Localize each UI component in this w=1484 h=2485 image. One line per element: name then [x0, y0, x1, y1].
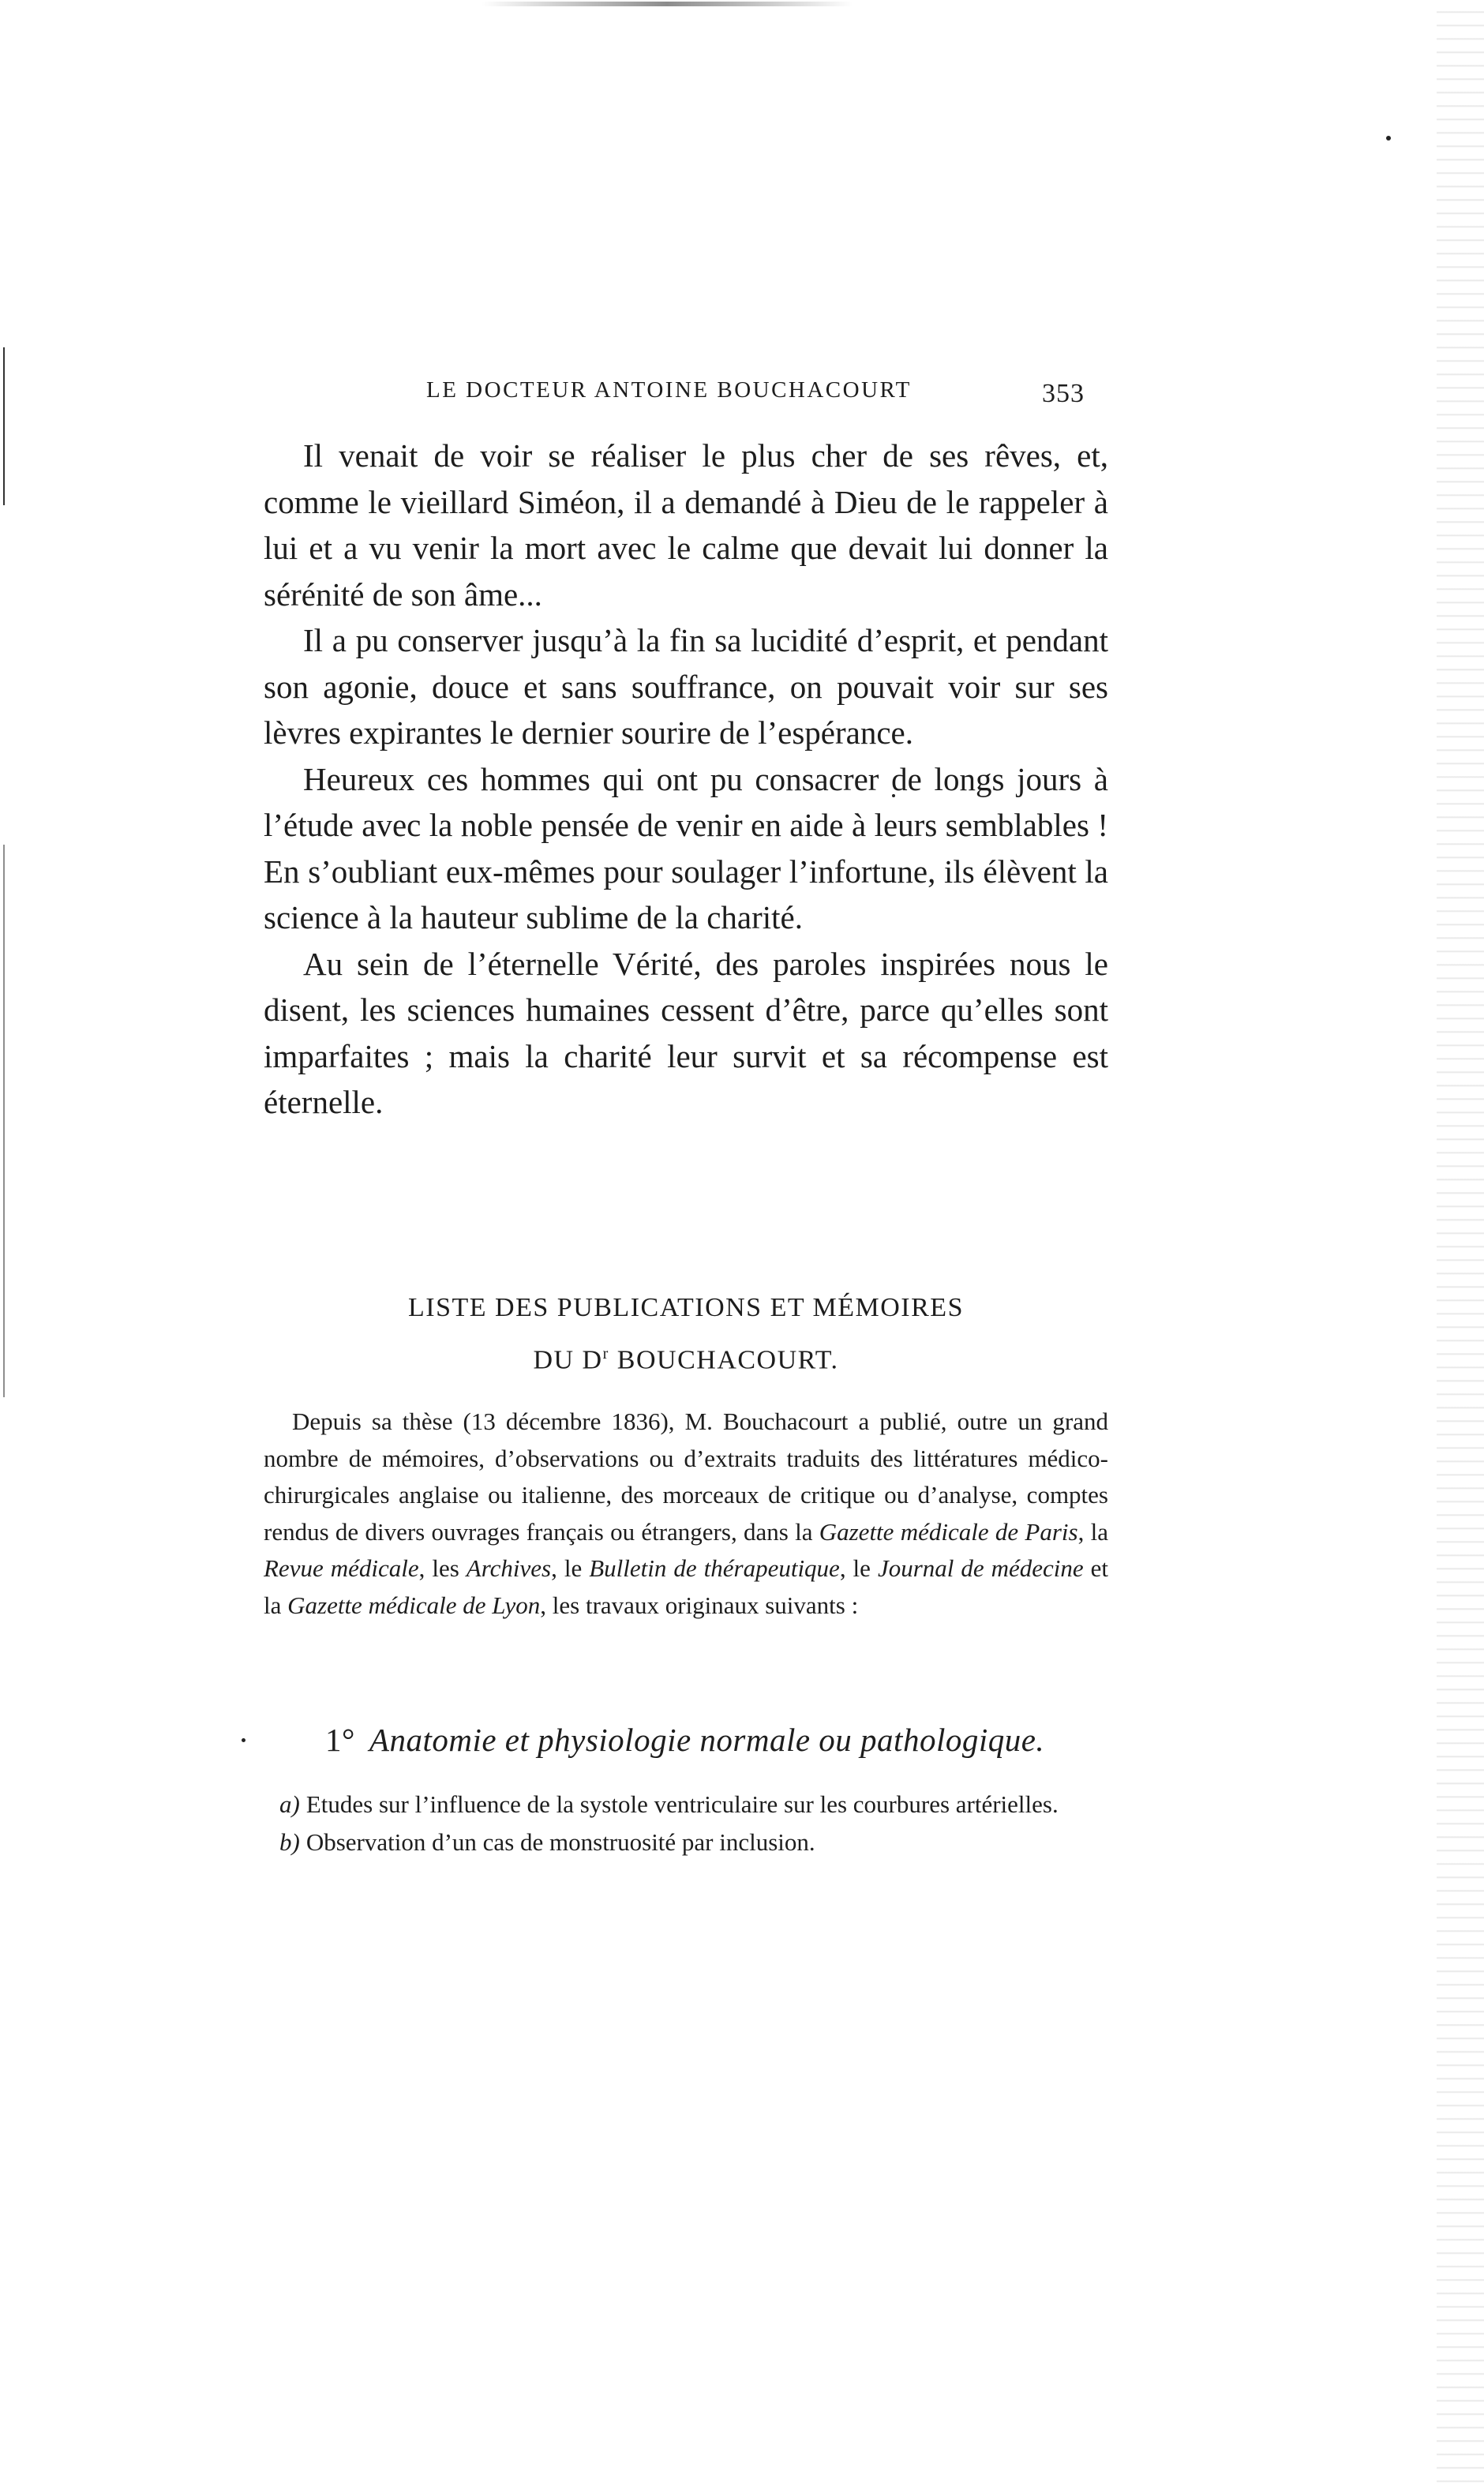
intro-part: et la [264, 1554, 1109, 1619]
journal-title: Gazette médicale de Lyon [287, 1591, 541, 1619]
subsection-number: 1° [325, 1722, 355, 1758]
list-item-label: b) [279, 1828, 300, 1856]
scan-smudge [482, 2, 853, 6]
paragraph: Il a pu conserver jusqu’à la fin sa lucidité d’esprit, et pendant son agonie, douce et sans souffrance, on pouvait voir sur ses lèvres expirantes le dernier sourire de l’espérance. [264, 622, 1108, 751]
page-number: 353 [1042, 379, 1085, 408]
running-head [426, 377, 1121, 408]
section-title-line-2 [264, 1331, 1108, 1383]
section-title-suffix: BOUCHACOURT. [609, 1345, 839, 1375]
journal-title: Revue médicale [264, 1554, 419, 1582]
journal-title: Archives [466, 1554, 552, 1582]
paragraph: Heureux ces hommes qui ont pu consacrer de longs jours à l’étude avec la noble pensée de venir en aide à leurs semblables ! En s’oubliant eux-mêmes pour soulager l’infortune, ils élèvent la science à la hauteur sublime de la charité. [264, 760, 1108, 935]
list-item-text: Observation d’un cas de monstruosité par inclusion. [305, 1828, 815, 1856]
intro-part: , les travaux originaux suivants : [540, 1591, 859, 1619]
scan-speck [242, 1738, 245, 1742]
scan-speck [1386, 136, 1391, 141]
subsection-heading [325, 1721, 1044, 1759]
journal-title: Journal de médecine [877, 1554, 1084, 1582]
scan-edge-mark [3, 347, 5, 505]
list-item-label: a) [279, 1790, 300, 1818]
publication-list [264, 1786, 1108, 1861]
running-head-title: LE DOCTEUR ANTOINE BOUCHACOURT [426, 377, 912, 403]
section-title-line-1: LISTE DES PUBLICATIONS ET MÉMOIRES [408, 1293, 964, 1322]
section-title-sup: r [602, 1345, 609, 1362]
paragraph: Au sein de l’éternelle Vérité, des paroles inspirées nous le disent, les sciences humaines cessent d’être, parce qu’elles sont imparfaites ; mais la charité leur survit et sa récompense est éternelle. [264, 945, 1108, 1120]
subsection-title: Anatomie et physiologie normale ou pathologique. [369, 1722, 1045, 1758]
scan-edge-mark [3, 845, 5, 1397]
scan-edge-noise [1437, 0, 1484, 2485]
list-item [264, 1823, 1108, 1861]
journal-title: Bulletin de thérapeutique [589, 1554, 840, 1582]
journal-title: Gazette médicale de Paris [819, 1517, 1078, 1546]
intro-part: , le [551, 1554, 590, 1582]
section-title [264, 1285, 1108, 1383]
intro-paragraph [264, 1404, 1108, 1624]
intro-part: , les [418, 1554, 467, 1582]
section-title-prefix: DU D [533, 1345, 603, 1375]
paragraph: Il venait de voir se réaliser le plus cher de ses rêves, et, comme le vieillard Siméon, il a demandé à Dieu de le rappeler à lui et a vu venir la mort avec le calme que devait lui donner la sérénité de son âme... [264, 437, 1108, 613]
list-item [264, 1786, 1108, 1823]
list-item-text: Etudes sur l’influence de la systole ventriculaire sur les courbures artérielles. [305, 1790, 1059, 1818]
intro-part: , la [1077, 1517, 1108, 1546]
body-text [264, 433, 1108, 1126]
intro-text [264, 1404, 1108, 1624]
intro-part: , le [839, 1554, 878, 1582]
intro-part: Depuis sa thèse (13 décembre 1836), M. Bouchacourt a publié, outre un grand nombre de mémoires, d’observations ou d’extraits traduits des littératures médico-chirurgicales anglaise ou italienne, des morceaux de critique ou d’analyse, comptes rendus de divers ouvrages français ou étrangers, dans la [264, 1407, 1108, 1546]
